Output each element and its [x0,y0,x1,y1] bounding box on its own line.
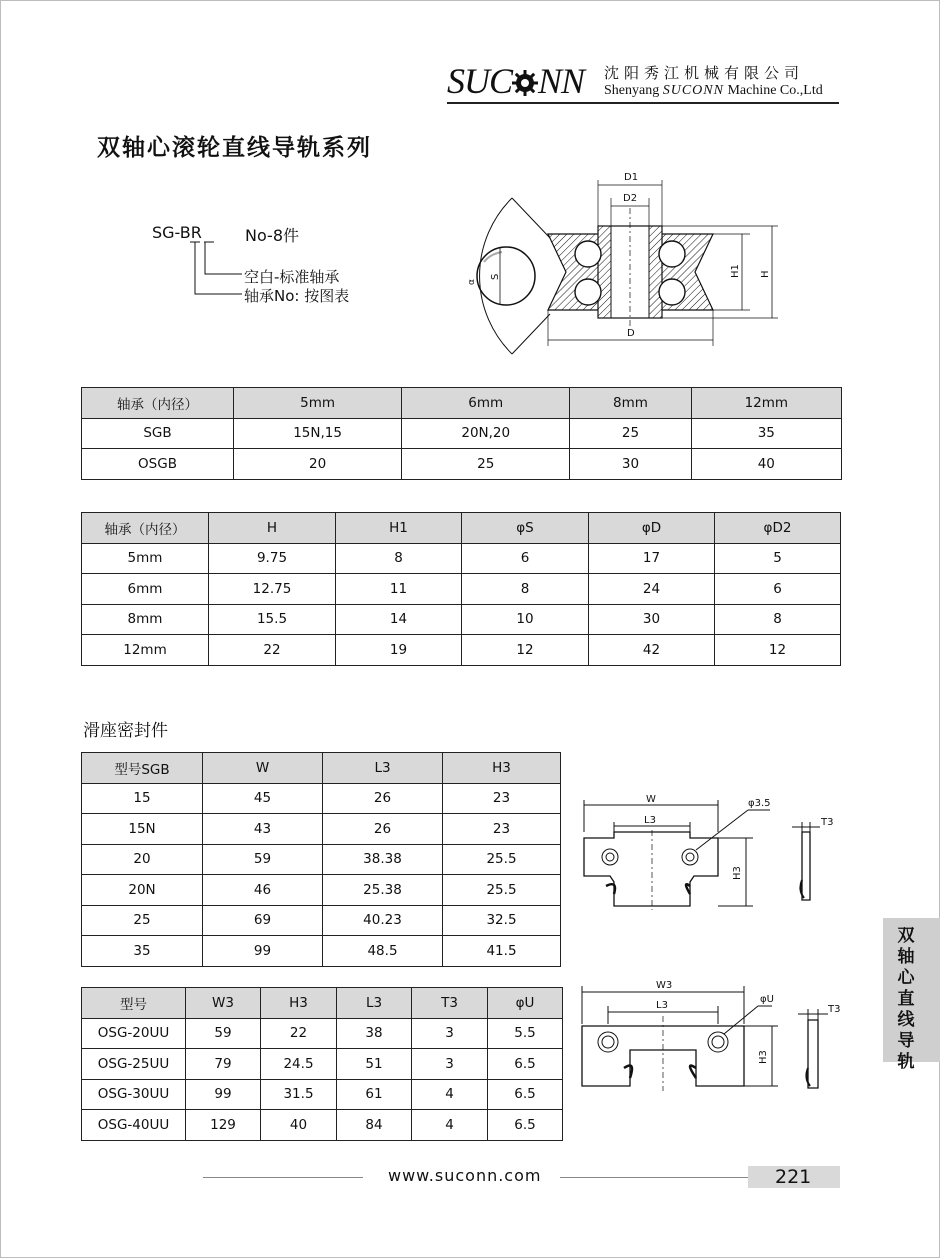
footer-rule-left [203,1177,363,1178]
table-row [82,875,561,906]
company-name-cn: 沈阳秀江机械有限公司 [604,64,805,82]
phiu-label: φU [760,994,774,1005]
table-cell: 4 [412,1110,488,1141]
t3-label: T3 [828,1004,841,1015]
osg-seal-table [81,987,563,1141]
table-cell: SGB [82,418,234,449]
table-cell: 15.5 [209,604,336,635]
table-cell: 12 [715,635,841,666]
brand-left: SUC [447,61,513,101]
table-cell: 41.5 [443,936,561,967]
table-cell: 30 [589,604,715,635]
table-cell: OSG-30UU [82,1079,186,1110]
table-cell: 3 [412,1018,488,1049]
table-row [82,936,561,967]
table-cell: 8mm [82,604,209,635]
table-cell: 10 [462,604,589,635]
table-header-row [82,988,563,1019]
table-cell: 48.5 [323,936,443,967]
table-cell: 25.5 [443,844,561,875]
table-header-cell: 型号 [82,988,186,1019]
table-cell: 84 [337,1110,412,1141]
table-cell: 14 [336,604,462,635]
table-header-cell: φD [589,513,715,544]
table-cell: 8 [336,543,462,574]
table-cell: OSGB [82,449,234,480]
table-header-cell: W [203,753,323,784]
table-cell: 42 [589,635,715,666]
table-cell: 51 [337,1049,412,1080]
table-cell: 24 [589,574,715,605]
table-header-cell: H1 [336,513,462,544]
table-header-cell: φS [462,513,589,544]
table-cell: 12 [462,635,589,666]
table-cell: 59 [203,844,323,875]
table-cell: 20N [82,875,203,906]
table-header-row [82,753,561,784]
w3-label: W3 [656,980,673,991]
table-cell: 5.5 [488,1018,563,1049]
company-en-brand: SUCONN [662,83,724,98]
table-cell: 25.38 [323,875,443,906]
table-cell: 8 [462,574,589,605]
table-header-cell: H3 [443,753,561,784]
table-cell: 20 [82,844,203,875]
table-row [82,449,842,480]
table-cell: 79 [186,1049,261,1080]
table-header-cell: H [209,513,336,544]
table-cell: 40 [691,449,841,480]
table-cell: 22 [261,1018,337,1049]
table-cell: 6.5 [488,1079,563,1110]
table-cell: 26 [323,814,443,845]
table-row [82,814,561,845]
table-cell: 45 [203,783,323,814]
table-header-cell: L3 [337,988,412,1019]
d-label: D [627,328,635,339]
h3-label: H3 [758,1050,769,1064]
page-title: 双轴心滚轮直线导轨系列 [97,135,372,161]
h1-label: H1 [730,264,741,278]
table-cell: 11 [336,574,462,605]
table-row [82,1079,563,1110]
table-row [82,844,561,875]
table-cell: 12.75 [209,574,336,605]
table-cell: 38 [337,1018,412,1049]
table-header-cell: 轴承（内径） [82,388,234,419]
table-cell: 26 [323,783,443,814]
table-cell: 12mm [82,635,209,666]
table-header-cell: 型号SGB [82,753,203,784]
table-cell: 46 [203,875,323,906]
gear-icon [512,70,538,96]
model-code-bracket [190,240,250,300]
table-cell: 22 [209,635,336,666]
table-cell: 15N [82,814,203,845]
seal-section-title: 滑座密封件 [83,721,168,741]
footer-rule-right [560,1177,755,1178]
model-code-option-1: 空白-标准轴承 [244,268,340,286]
table-row [82,783,561,814]
table-cell: 5mm [82,543,209,574]
sgb-seal-diagram [578,790,848,920]
table-cell: 3 [412,1049,488,1080]
l3-label: L3 [656,1000,668,1011]
table-cell: 23 [443,814,561,845]
alpha-label: α [467,279,477,285]
table-cell: 17 [589,543,715,574]
table-cell: OSG-25UU [82,1049,186,1080]
table-cell: 6.5 [488,1110,563,1141]
table-cell: 32.5 [443,905,561,936]
model-code: SG-BR [152,223,202,242]
company-logo [447,58,839,104]
s-label: S [490,273,501,280]
table-cell: OSG-20UU [82,1018,186,1049]
table-cell: 43 [203,814,323,845]
table-cell: 35 [691,418,841,449]
h3-label: H3 [732,866,743,880]
table-row [82,1018,563,1049]
brand-right: NN [538,61,585,101]
model-code-option-2: 轴承No: 按图表 [244,287,350,305]
table-cell: OSG-40UU [82,1110,186,1141]
table-cell: 59 [186,1018,261,1049]
table-cell: 99 [186,1079,261,1110]
phi35-label: φ3.5 [748,798,771,809]
table-header-row [82,513,841,544]
table-cell: 6.5 [488,1049,563,1080]
table-cell: 6 [715,574,841,605]
table-cell: 19 [336,635,462,666]
table-row [82,1110,563,1141]
table-header-cell: φU [488,988,563,1019]
table-header-cell: W3 [186,988,261,1019]
table-row [82,418,842,449]
table-row [82,1049,563,1080]
table-cell: 35 [82,936,203,967]
table-cell: 24.5 [261,1049,337,1080]
table-header-cell: 6mm [402,388,570,419]
table-header-cell: L3 [323,753,443,784]
table-header-cell: 轴承（内径） [82,513,209,544]
bearing-model-table [81,387,842,480]
table-cell: 9.75 [209,543,336,574]
company-en-prefix: Shenyang [604,83,663,98]
l3-label: L3 [644,815,656,826]
table-cell: 69 [203,905,323,936]
table-cell: 25 [570,418,691,449]
company-en-suffix: Machine Co.,Ltd [723,83,823,98]
table-header-cell: H3 [261,988,337,1019]
side-tab-label: 双轴心直线导轨 [897,926,915,1072]
table-cell: 6 [462,543,589,574]
table-header-cell: T3 [412,988,488,1019]
table-cell: 20 [234,449,402,480]
table-cell: 20N,20 [402,418,570,449]
section-side-tab [883,918,940,1072]
table-cell: 31.5 [261,1079,337,1110]
footer-url: www.suconn.com [388,1166,542,1185]
table-cell: 5 [715,543,841,574]
table-header-row [82,388,842,419]
table-cell: 4 [412,1079,488,1110]
d2-label: D2 [623,193,638,204]
table-cell: 30 [570,449,691,480]
t3-label: T3 [821,817,834,828]
h-label: H [760,270,771,278]
table-row [82,905,561,936]
table-cell: 129 [186,1110,261,1141]
roller-diagram [467,168,790,358]
bearing-dimension-table [81,512,841,666]
table-cell: 38.38 [323,844,443,875]
table-cell: 25 [82,905,203,936]
table-row [82,635,841,666]
table-cell: 61 [337,1079,412,1110]
table-row [82,604,841,635]
table-cell: 25 [402,449,570,480]
table-header-cell: 8mm [570,388,691,419]
table-cell: 25.5 [443,875,561,906]
table-cell: 15 [82,783,203,814]
model-code-suffix: No-8件 [245,226,300,245]
table-cell: 40.23 [323,905,443,936]
table-header-cell: 5mm [234,388,402,419]
table-header-cell: 12mm [691,388,841,419]
d1-label: D1 [624,172,639,183]
company-name-en [604,83,823,99]
page-number: 221 [775,1166,812,1188]
osg-seal-diagram [576,976,848,1096]
table-row [82,574,841,605]
w-label: W [646,794,656,805]
header-rule [447,102,839,104]
table-cell: 40 [261,1110,337,1141]
table-row [82,543,841,574]
sgb-seal-table [81,752,561,967]
table-cell: 8 [715,604,841,635]
brand-wordmark [447,62,584,100]
table-cell: 99 [203,936,323,967]
table-header-cell: φD2 [715,513,841,544]
table-cell: 23 [443,783,561,814]
table-cell: 6mm [82,574,209,605]
table-cell: 15N,15 [234,418,402,449]
